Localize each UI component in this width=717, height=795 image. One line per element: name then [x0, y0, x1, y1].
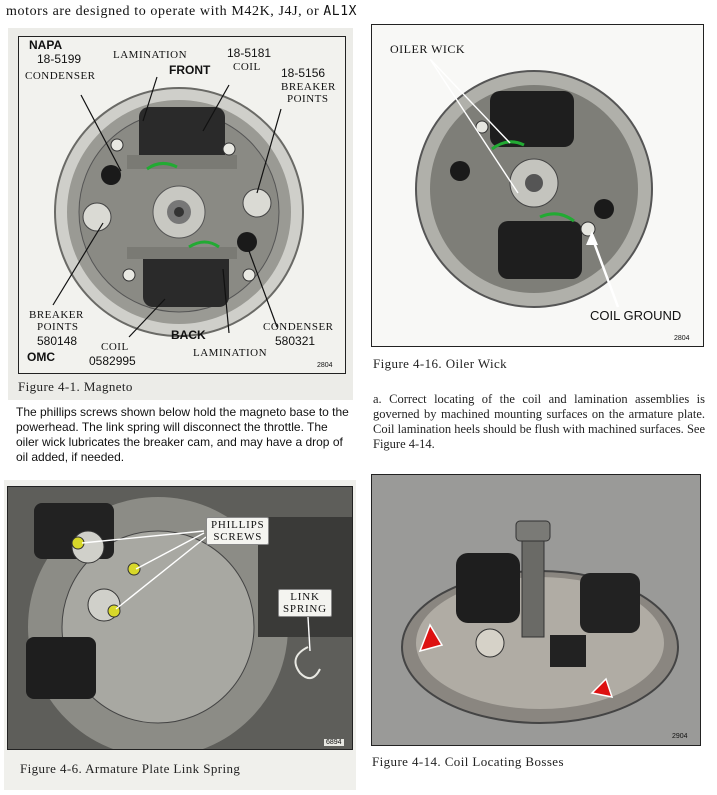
header-text: motors are designed to operate with M42K, J4J, or	[6, 4, 320, 19]
figure-4-1-panel	[8, 28, 353, 400]
locating-bosses-illustration	[372, 475, 701, 746]
figure-4-14-caption: Figure 4-14. Coil Locating Bosses	[372, 754, 564, 769]
figure-4-16-plate-number: 2804	[674, 335, 690, 342]
coil-bottom-label: COIL	[101, 341, 129, 353]
figure-4-1-caption: Figure 4-1. Magneto	[18, 379, 133, 394]
link-spring-callout	[278, 589, 332, 617]
breaker-top-label: BREAKER	[281, 81, 336, 93]
condenser-bottom-part-number: 580321	[275, 334, 316, 348]
figure-4-6-caption: Figure 4-6. Armature Plate Link Spring	[20, 761, 241, 776]
spring-label: SPRING	[283, 603, 327, 615]
breaker-bottom-label: BREAKER	[29, 309, 84, 321]
napa-part-number: 18-5199	[37, 52, 82, 66]
points-bottom-label: POINTS	[37, 321, 79, 333]
omc-label: OMC	[27, 350, 55, 364]
oiler-wick-illustration	[372, 25, 704, 347]
coil-top-label: COIL	[233, 61, 261, 73]
screws-label: SCREWS	[213, 531, 263, 543]
points-bottom-part-number: 580148	[37, 334, 78, 348]
figure-4-14-panel	[368, 470, 708, 790]
figure-4-16-photo	[371, 24, 704, 347]
front-label: FRONT	[169, 63, 211, 77]
phillips-screws-callout	[206, 517, 269, 545]
figure-4-16-caption: Figure 4-16. Oiler Wick	[373, 356, 508, 371]
points-top-label: POINTS	[287, 93, 329, 105]
figure-4-6-panel	[4, 480, 356, 790]
phillips-label: PHILLIPS	[211, 519, 265, 531]
link-label: LINK	[290, 591, 320, 603]
link-spring-illustration	[8, 487, 353, 750]
note-paragraph: The phillips screws shown below hold the magneto base to the powerhead. The link spring will disconnect the throttle. The oiler wick lubricates the breaker cam, and may have a drop of oil added, if needed.	[16, 405, 349, 464]
figure-4-1-napa-label: NAPA	[29, 38, 63, 52]
figure-4-14-plate-number: 2904	[672, 733, 688, 740]
condenser-top-label: CONDENSER	[25, 70, 96, 82]
coil-ground-label: COIL GROUND	[590, 308, 682, 323]
condenser-bottom-label: CONDENSER	[263, 321, 334, 333]
figure-4-6-plate-number: 6894	[326, 739, 342, 746]
coil-bottom-part-number: 0582995	[89, 354, 136, 368]
figure-4-1-plate-number: 2804	[317, 362, 333, 369]
oiler-wick-label: OILER WICK	[390, 42, 466, 56]
header-line	[6, 4, 357, 20]
figure-4-1-photo	[18, 36, 346, 374]
paragraph-a: a. Correct locating of the coil and lamination assemblies is governed by machined mounting surfaces on the armature plate. Coil lamination heels should be flush with machined surfaces. See Figure 4-14.	[373, 392, 705, 451]
back-label: BACK	[171, 328, 206, 342]
points-part-number: 18-5156	[281, 66, 326, 80]
figure-4-14-photo	[371, 474, 701, 746]
lamination-bottom-label: LAMINATION	[193, 347, 268, 359]
header-code: AL1X	[323, 4, 358, 19]
lamination-top-label: LAMINATION	[113, 49, 188, 61]
figure-4-6-photo	[7, 486, 353, 750]
coil-part-number: 18-5181	[227, 46, 272, 60]
